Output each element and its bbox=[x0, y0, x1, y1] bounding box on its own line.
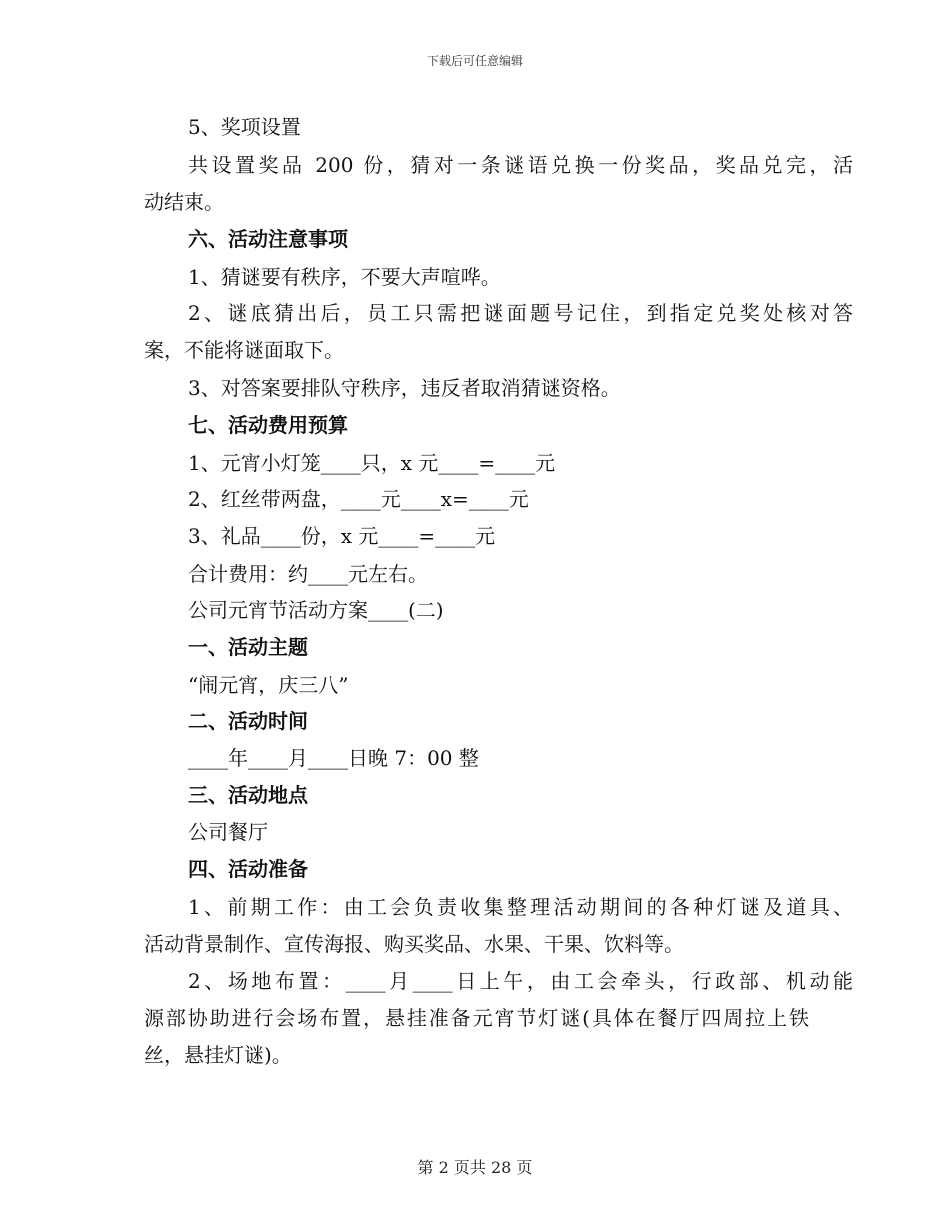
paragraph-line: 源部协助进行会场布置，悬挂准备元宵节灯谜(具体在餐厅四周拉上铁 bbox=[144, 1006, 809, 1030]
paragraph-line: 1、猜谜要有秩序，不要大声喧哗。 bbox=[188, 265, 501, 289]
paragraph-line: 2、场地布置：____月____日上午，由工会牵头，行政部、机动能 bbox=[188, 969, 853, 993]
section-heading: 三、活动地点 bbox=[188, 783, 308, 807]
header-note: 下载后可任意编辑 bbox=[426, 54, 523, 68]
plan-title: 公司元宵节活动方案____(二) bbox=[188, 598, 444, 622]
time-text: ____年____月____日晚 7：00 整 bbox=[188, 746, 479, 770]
budget-item: 3、礼品____份，x 元____=____元 bbox=[188, 524, 496, 548]
budget-item: 1、元宵小灯笼____只，x 元____=____元 bbox=[188, 451, 556, 475]
budget-total: 合计费用：约____元左右。 bbox=[188, 562, 428, 586]
section-heading: 一、活动主题 bbox=[188, 635, 308, 659]
page-number: 第 2 页共 28 页 bbox=[417, 1158, 533, 1177]
theme-text: “闹元宵，庆三八” bbox=[188, 673, 349, 697]
paragraph-line: 共设置奖品 200 份，猜对一条谜语兑换一份奖品，奖品兑完，活 bbox=[188, 153, 853, 177]
paragraph-line: 活动背景制作、宣传海报、购买奖品、水果、干果、饮料等。 bbox=[144, 932, 684, 956]
budget-item: 2、红丝带两盘，____元____x=____元 bbox=[188, 487, 529, 511]
section-heading: 二、活动时间 bbox=[188, 709, 308, 733]
section-heading: 七、活动费用预算 bbox=[188, 413, 348, 437]
paragraph-line: 3、对答案要排队守秩序，违反者取消猜谜资格。 bbox=[188, 376, 621, 400]
section-heading: 四、活动准备 bbox=[188, 857, 308, 881]
paragraph-line: 1、前期工作：由工会负责收集整理活动期间的各种灯谜及道具、 bbox=[188, 895, 853, 919]
award-setup-heading: 5、奖项设置 bbox=[188, 115, 301, 139]
paragraph-line: 案，不能将谜面取下。 bbox=[144, 338, 344, 362]
paragraph-line: 2、谜底猜出后，员工只需把谜面题号记住，到指定兑奖处核对答 bbox=[188, 301, 853, 325]
paragraph-line: 丝，悬挂灯谜)。 bbox=[144, 1043, 292, 1067]
location-text: 公司餐厅 bbox=[188, 820, 268, 844]
paragraph-line: 动结束。 bbox=[144, 190, 224, 214]
section-heading: 六、活动注意事项 bbox=[188, 227, 348, 251]
